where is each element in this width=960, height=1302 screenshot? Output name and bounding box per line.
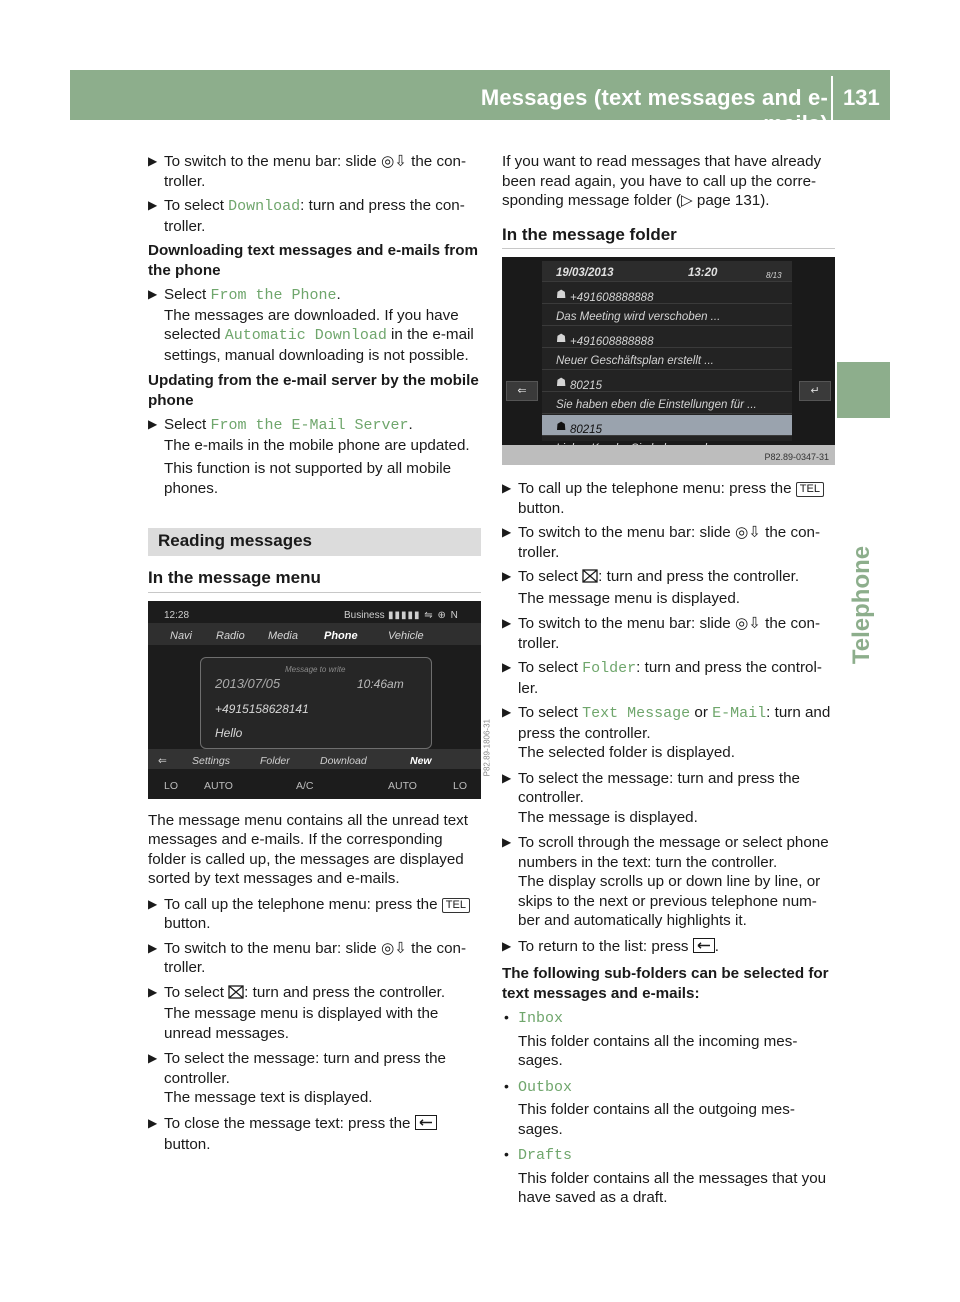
step: ▶ To scroll through the message or select phone numbers in the text: turn the controller. — [502, 834, 829, 871]
menu-item-code: Text Message — [582, 705, 691, 722]
figure-reference: P82.89-1806-31 — [482, 718, 491, 776]
forward-softkey-icon: ↵ — [799, 381, 831, 401]
subsection-heading: In the message menu — [148, 568, 481, 593]
step: ▶ To switch to the menu bar: slide ◎⇩ the con-troller. — [502, 524, 821, 561]
back-button-icon — [693, 938, 715, 959]
arrow-icon: ▶ — [148, 1051, 158, 1065]
step: ▶ To call up the telephone menu: press the TEL button. — [148, 895, 481, 934]
folder-description: This folder contains all the outgoing mes-sages. — [518, 1101, 795, 1138]
step: ▶ Select From the Phone. — [148, 286, 341, 304]
arrow-icon: ▶ — [148, 417, 158, 431]
list-item-selected: ☗ 80215 — [542, 415, 792, 436]
arrow-icon: ▶ — [502, 835, 512, 849]
list-item: ☗ 80215 — [542, 371, 792, 392]
menu-item-code: Folder — [582, 660, 637, 677]
message-menu-bar: ⇐ Settings Folder Download New — [148, 749, 481, 769]
step: ▶ To switch to the menu bar: slide ◎⇩ the con-troller. — [148, 939, 467, 976]
arrow-icon: ▶ — [148, 154, 158, 168]
step: ▶ To switch to the menu bar: slide ◎⇩ the con-troller. — [502, 615, 821, 652]
arrow-icon: ▶ — [148, 940, 158, 955]
step-result: The message is displayed. — [518, 808, 698, 826]
page-number: 131 — [843, 85, 880, 110]
step: ▶ To switch to the menu bar: slide ◎⇩ the con-troller. — [148, 153, 467, 190]
folder-name: Inbox — [518, 1010, 564, 1027]
list-item: ☗ +491608888888 — [542, 327, 792, 348]
step: ▶ To select Download: turn and press the con-troller. — [148, 197, 465, 235]
side-tab-label: Telephone — [848, 545, 875, 665]
bullet-icon: • — [504, 1077, 509, 1094]
message-folder-screenshot — [502, 257, 835, 465]
step: ▶ To close the message text: press the button. — [148, 1114, 481, 1155]
list-header: 19/03/2013 13:20 8/13 — [542, 261, 792, 282]
arrow-icon: ▶ — [148, 1115, 158, 1130]
arrow-icon: ▶ — [148, 198, 158, 212]
arrow-icon: ▶ — [502, 569, 512, 583]
step: ▶ To select the message: turn and press the controller. — [148, 1050, 446, 1087]
bullet-icon: • — [504, 1146, 509, 1162]
step-result: The message menu is displayed. — [518, 589, 741, 607]
list-item: Sie haben eben die Einstellungen für ... — [542, 393, 792, 414]
folder-name: Drafts — [518, 1147, 573, 1164]
paragraph: If you want to read messages that have already been read again, you have to call up the corre-sponding message folder (▷ page 131). — [502, 153, 822, 209]
step-result: The message menu is displayed with the unread messages. — [164, 1005, 439, 1042]
step: ▶ To select : turn and press the controller. — [148, 983, 481, 1005]
folder-item — [502, 1077, 835, 1098]
step: ▶ To return to the list: press . — [502, 937, 835, 959]
step-result: The message text is displayed. — [164, 1089, 373, 1106]
tel-key-icon: TEL — [796, 482, 824, 497]
page-title: Messages (text messages and e-mails) — [480, 85, 828, 136]
tel-key-icon: TEL — [442, 898, 470, 913]
step: ▶ To call up the telephone menu: press the TEL button. — [502, 479, 835, 518]
subheading: Updating from the e-mail server by the mobile phone — [148, 372, 479, 409]
list-item: Neuer Geschäftsplan erstellt ... — [542, 349, 792, 370]
step-result: The selected folder is displayed. — [518, 744, 735, 761]
main-menu-bar: Navi Radio Media Phone Vehicle — [148, 623, 481, 645]
arrow-icon: ▶ — [502, 660, 512, 674]
header-divider — [831, 76, 833, 120]
right-column — [502, 152, 835, 1214]
step: ▶ To select : turn and press the controller. — [502, 567, 835, 589]
menu-item-code: From the E-Mail Server — [210, 417, 409, 434]
arrow-icon: ▶ — [502, 616, 512, 630]
side-tab-marker — [837, 362, 890, 418]
step: ▶ To select the message: turn and press the controller. — [502, 769, 800, 806]
bullet-icon: • — [504, 1009, 509, 1025]
step: ▶ To select Text Message or E-Mail: turn and press the controller. — [502, 704, 831, 742]
status-bar: 12:28 Business ▮▮▮▮▮ ⇋ ⊕ N — [164, 609, 459, 621]
list-item: ☗ +491608888888 — [542, 283, 792, 304]
climate-bar: LO AUTO A/C AUTO LO — [164, 779, 468, 792]
paragraph: The message menu contains all the unread text messages and e-mails. If the corresponding folder is called up, the messages are displayed sorted by text messages and e-mails. — [148, 811, 468, 887]
menu-item-code: Download — [228, 198, 301, 215]
section-heading-bar: Reading messages — [148, 528, 481, 556]
arrow-icon: ▶ — [148, 984, 158, 999]
arrow-icon: ▶ — [148, 287, 158, 301]
message-card: Message to write 2013/07/05 10:46am +4915158628141 Hello — [200, 657, 432, 749]
message-menu-screenshot — [148, 601, 491, 799]
arrow-icon: ▶ — [502, 481, 512, 495]
menu-item-code: From the Phone — [210, 287, 337, 304]
subsection-heading: In the message folder — [502, 225, 835, 250]
step-result: The e-mails in the mobile phone are updated. — [164, 436, 470, 454]
back-softkey-icon: ⇐ — [506, 381, 538, 401]
arrow-icon: ▶ — [502, 525, 512, 539]
step-result: The display scrolls up or down line by line, or skips to the next or previous telephone num-ber and automatically highlights it. — [518, 873, 821, 929]
arrow-icon: ▶ — [502, 938, 512, 953]
envelope-icon — [582, 569, 598, 589]
subheading: Downloading text messages and e-mails from the phone — [148, 242, 478, 279]
step: ▶ Select From the E-Mail Server. — [148, 416, 413, 434]
folder-item — [502, 1145, 835, 1166]
step-result: The messages are downloaded. If you have selected Automatic Download in the e-mail settings, manual downloading is not possible. — [164, 306, 474, 364]
arrow-icon: ▶ — [502, 705, 512, 719]
folder-description: This folder contains all the incoming mes-sages. — [518, 1032, 798, 1069]
envelope-icon — [228, 985, 244, 1005]
folder-item — [502, 1008, 835, 1029]
step-note: This function is not supported by all mobile phones. — [164, 460, 452, 497]
menu-item-code: E-Mail — [712, 705, 767, 722]
arrow-icon: ▶ — [148, 896, 158, 911]
left-column — [148, 152, 491, 1160]
back-button-icon — [415, 1115, 437, 1136]
arrow-icon: ▶ — [502, 770, 512, 785]
figure-reference-bar: P82.89-0347-31 — [502, 445, 835, 465]
message-list — [542, 261, 792, 441]
step: ▶ To select Folder: turn and press the control-ler. — [502, 659, 822, 697]
list-item: Das Meeting wird verschoben ... — [542, 305, 792, 326]
folder-description: This folder contains all the messages that you have saved as a draft. — [518, 1169, 827, 1206]
folder-name: Outbox — [518, 1078, 573, 1096]
menu-item-code: Automatic Download — [224, 327, 387, 344]
subheading: The following sub-folders can be selected for text messages and e-mails: — [502, 965, 829, 1002]
